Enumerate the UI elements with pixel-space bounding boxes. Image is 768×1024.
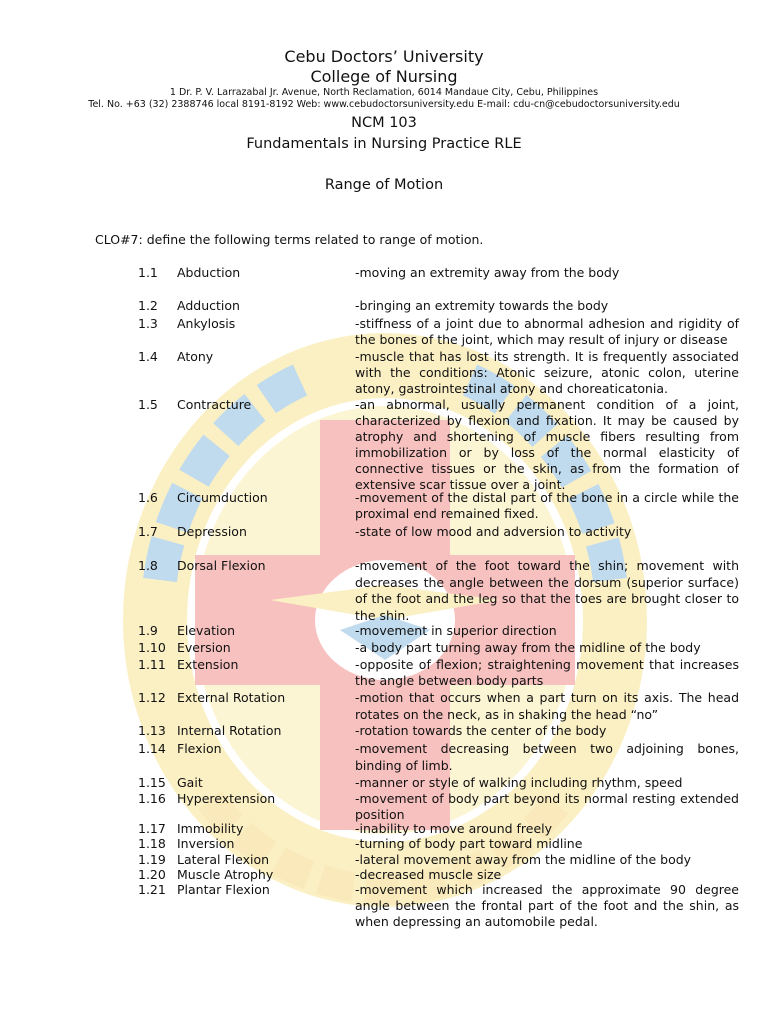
term-definition: -turning of body part toward midline: [355, 836, 583, 851]
term-name: Inversion: [177, 836, 235, 851]
term-name: Lateral Flexion: [177, 852, 270, 867]
term-definition: -opposite of flexion; straightening movement that increases the angle between body parts: [355, 657, 739, 688]
term-name: Eversion: [177, 640, 231, 655]
term-definition: -muscle that has lost its strength. It is frequently associated with the conditions: Atonic seizure, atonic colon, uterine atony, gastrointestinal atony and choreaticatonia.: [355, 349, 739, 396]
term-definition: -moving an extremity away from the body: [355, 265, 620, 280]
term-name: Atony: [177, 349, 214, 364]
term-number: 1.5: [138, 397, 158, 412]
term-number: 1.17: [138, 821, 166, 836]
term-number: 1.18: [138, 836, 166, 851]
term-number: 1.19: [138, 852, 166, 867]
term-definition: -an abnormal, usually permanent condition of a joint, characterized by flexion and fixation. It may be caused by atrophy and shortening of muscle fibers resulting from immobilization or by loss of the normal elasticity of connective tissues or the skin, as from the formation of extensive scar tissue over a joint.: [355, 397, 739, 492]
document-topic: Range of Motion: [324, 177, 444, 193]
college-address: 1 Dr. P. V. Larrazabal Jr. Avenue, North Reclamation, 6014 Mandaue City, Cebu, Philippines: [169, 87, 599, 98]
term-name: External Rotation: [177, 690, 286, 705]
term-definition: -bringing an extremity towards the body: [355, 298, 609, 313]
term-name: Internal Rotation: [177, 723, 282, 738]
term-definition: -state of low mood and adversion to activity: [355, 524, 632, 539]
term-number: 1.14: [138, 741, 166, 756]
term-definition: -movement of body part beyond its normal resting extended position: [355, 791, 739, 822]
term-name: Immobility: [177, 821, 244, 836]
term-definition: -manner or style of walking including rhythm, speed: [355, 775, 683, 790]
term-name: Extension: [177, 657, 239, 672]
course-name: Fundamentals in Nursing Practice RLE: [246, 136, 522, 152]
term-number: 1.21: [138, 882, 166, 897]
term-name: Muscle Atrophy: [177, 867, 274, 882]
term-number: 1.3: [138, 316, 158, 331]
term-number: 1.6: [138, 490, 158, 505]
term-definition: -lateral movement away from the midline of the body: [355, 852, 692, 867]
term-number: 1.13: [138, 723, 166, 738]
term-number: 1.8: [138, 558, 158, 573]
term-name: Depression: [177, 524, 247, 539]
term-name: Flexion: [177, 741, 222, 756]
college-contact: Tel. No. +63 (32) 2388746 local 8191-8192 Web: www.cebudoctorsuniversity.edu E-mail: cdu-cn@cebudoctorsuniversity.edu: [88, 99, 680, 110]
term-definition: -inability to move around freely: [355, 821, 553, 836]
term-name: Plantar Flexion: [177, 882, 270, 897]
term-definition: -motion that occurs when a part turn on its axis. The head rotates on the neck, as in shaking the head “no”: [355, 690, 739, 722]
college-name: College of Nursing: [310, 67, 458, 86]
term-number: 1.11: [138, 657, 166, 672]
term-definition: -a body part turning away from the midline of the body: [355, 640, 701, 655]
term-definition: -movement of the foot toward the shin; movement with decreases the angle between the dorsum (superior surface) of the foot and the leg so that the toes are brought closer to the shin.: [355, 558, 739, 623]
term-number: 1.1: [138, 265, 158, 280]
term-number: 1.15: [138, 775, 166, 790]
term-name: Contracture: [177, 397, 252, 412]
term-number: 1.4: [138, 349, 158, 364]
course-code: NCM 103: [351, 115, 417, 131]
term-number: 1.2: [138, 298, 158, 313]
term-definition: -movement decreasing between two adjoining bones, binding of limb.: [355, 741, 739, 773]
university-name: Cebu Doctors’ University: [284, 47, 484, 66]
term-definition: -stiffness of a joint due to abnormal adhesion and rigidity of the bones of the joint, which may result of injury or disease: [355, 316, 739, 347]
term-number: 1.16: [138, 791, 166, 806]
term-number: 1.20: [138, 867, 166, 882]
term-number: 1.9: [138, 623, 158, 638]
term-definition: -movement in superior direction: [355, 623, 557, 638]
term-name: Dorsal Flexion: [177, 558, 266, 573]
term-name: Circumduction: [177, 490, 268, 505]
term-name: Abduction: [177, 265, 241, 280]
term-name: Elevation: [177, 623, 236, 638]
term-name: Adduction: [177, 298, 240, 313]
term-definition: -movement which increased the approximate 90 degree angle between the frontal part of the foot and the shin, as when depressing an automobile pedal.: [355, 882, 739, 929]
term-definition: -decreased muscle size: [355, 867, 502, 882]
term-name: Hyperextension: [177, 791, 276, 806]
term-definition: -rotation towards the center of the body: [355, 723, 607, 738]
term-definition: -movement of the distal part of the bone in a circle while the proximal end remained fixed.: [355, 490, 739, 521]
term-number: 1.12: [138, 690, 166, 705]
term-number: 1.10: [138, 640, 166, 655]
term-number: 1.7: [138, 524, 158, 539]
learning-outcome: CLO#7: define the following terms related to range of motion.: [95, 232, 484, 247]
term-name: Ankylosis: [177, 316, 236, 331]
term-name: Gait: [177, 775, 203, 790]
